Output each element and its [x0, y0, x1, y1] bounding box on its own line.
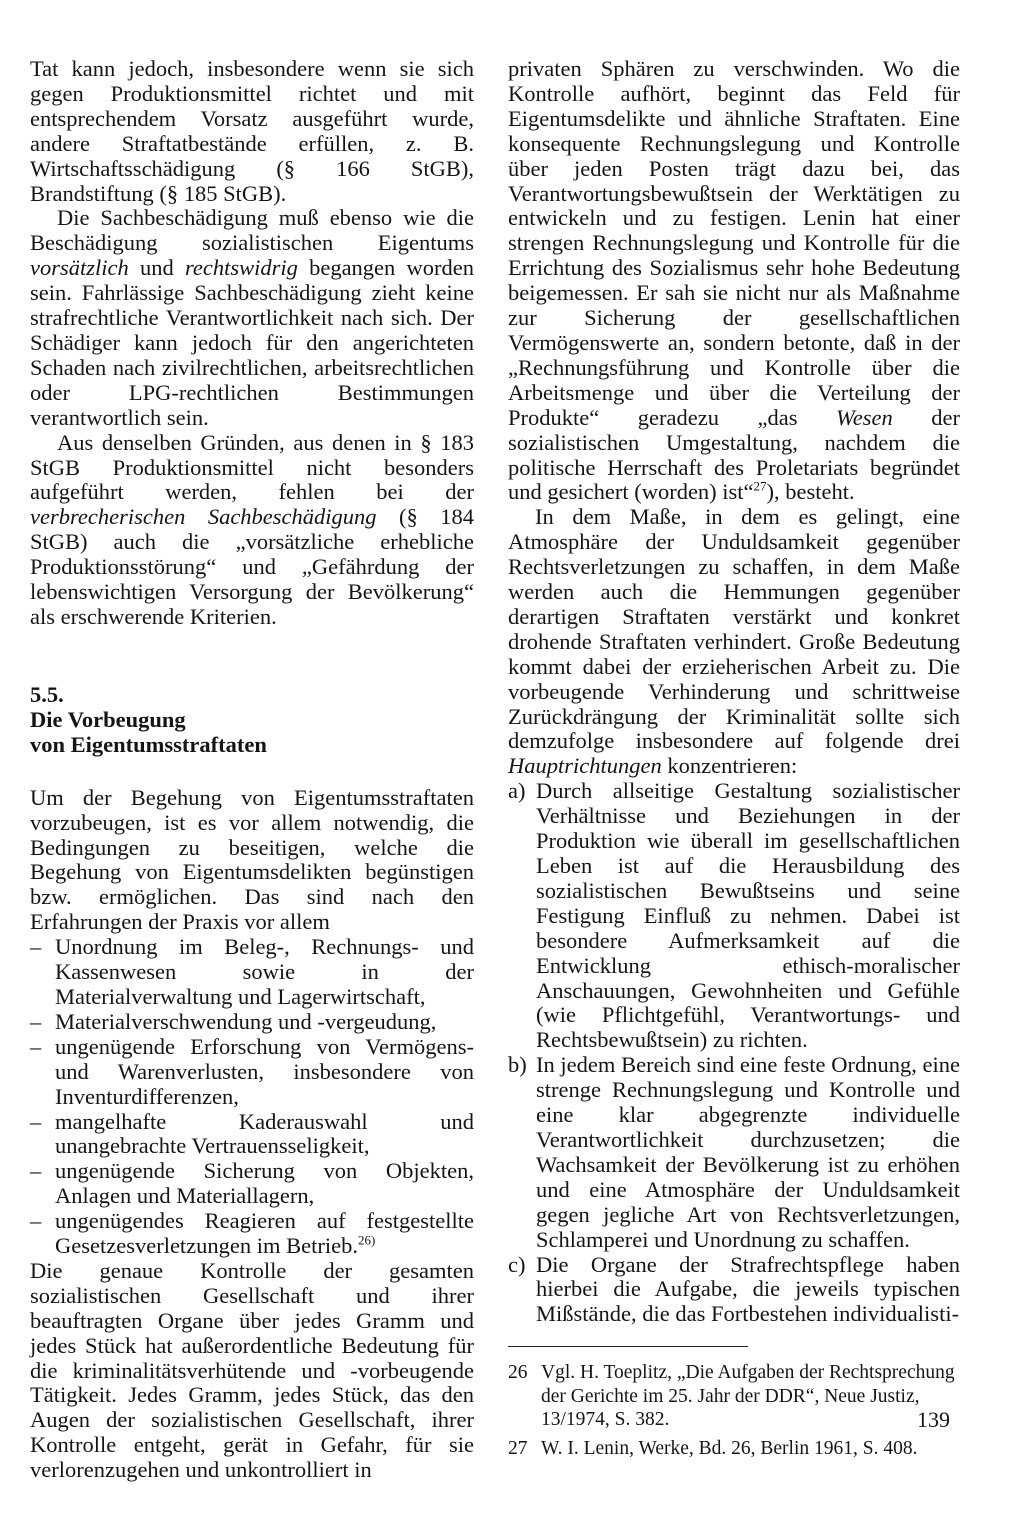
emphasis: verbrecherischen Sachbeschädigung	[30, 504, 377, 530]
list-item: – Unordnung im Beleg-, Rechnungs- und Kassenwesen sowie in der Materialverwaltung und Lagerwirtschaft,	[30, 935, 474, 1010]
list-item: a) Durch allseitige Gestaltung sozialistischer Verhältnisse und Beziehungen in der Produktion wie überall im gesellschaftlichen Leben ist auf die Herausbildung des sozialistischen Bewußtseins und seine Festigung Einfluß zu nehmen. Dabei ist besondere Aufmerksamkeit auf die Entwicklung ethisch-moralischer Anschauungen, Gewohnheiten und Gefühle (wie Pflichtgefühl, Verantwortungs- und Rechtsbewußtsein) zu richten.	[508, 778, 960, 1053]
footnote-ref: 27	[753, 478, 767, 494]
footnote: 27 W. I. Lenin, Werke, Bd. 26, Berlin 1961, S. 408.	[508, 1437, 918, 1459]
right-column	[508, 57, 960, 1465]
emphasis: Wesen	[836, 404, 893, 430]
paragraph: privaten Sphären zu verschwinden. Wo die Kontrolle aufhört, beginnt das Feld für Eigentumsdelikte und ähnliche Straftaten. Eine konsequente Rechnungslegung und Kontrolle über jeden Posten trägt dazu bei, das Verantwortungsbewußtsein der Werktätigen zu entwickeln und zu festigen. Lenin hat einer strengen Rechnungslegung und Kontrolle für die Errichtung des Sozialismus sehr hohe Bedeutung beigemessen. Er sah sie nicht nur als Maßnahme zur Sicherung der gesellschaftlichen Vermögenswerte an, sondern betonte, daß in der „Rechnungsführung und Kontrolle über die Arbeitsmenge und über die Verteilung der Produkte“ geradezu „das Wesen der sozialistischen Umgestaltung, nachdem die politische Herrschaft des Proletariats begründet und gesichert (worden) ist“$^{27}$), besteht.	[508, 56, 960, 505]
footnote-divider	[508, 1346, 748, 1347]
left-column	[30, 57, 474, 1483]
list-item: c) Die Organe der Strafrechtspflege haben hierbei die Aufgabe, die jeweils typischen Mißstände, die das Fortbestehen individualisti-	[508, 1251, 960, 1327]
list-item: – mangelhafte Kaderauswahl und unangebrachte Vertrauensseligkeit,	[30, 1110, 474, 1160]
list-marker: c)	[508, 1251, 526, 1277]
section-heading	[30, 682, 474, 758]
emphasis: vorsätzlich	[30, 255, 129, 281]
list-item: – Materialverschwendung und -vergeudung,	[30, 1010, 474, 1035]
paragraph: Aus denselben Gründen, aus denen in § 183 StGB Produktionsmittel nicht besonders aufgeführt werden, fehlen bei der verbrecherischen Sachbeschädigung (§ 184 StGB) auch die „vorsätzliche erhebliche Produktionsstörung“ und „Gefährdung der lebenswichtigen Versorgung der Bevölkerung“ als erschwerende Kriterien.	[30, 429, 474, 629]
list-item: – ungenügende Sicherung von Objekten, Anlagen und Materiallagern,	[30, 1159, 474, 1209]
footnote: 26 Vgl. H. Toeplitz, „Die Aufgaben der Rechtsprechung der Gerichte im 25. Jahr der DDR“, Neue Justiz, 13/1974, S. 382.	[508, 1362, 955, 1431]
section-number: 5.5.	[30, 681, 64, 707]
emphasis: rechtswidrig	[184, 255, 298, 281]
emphasis: Hauptrichtungen	[508, 753, 662, 779]
footnote-ref: 26)	[358, 1232, 376, 1248]
footnote-number: 27	[508, 1437, 528, 1459]
condition-list	[30, 935, 474, 1259]
paragraph: Die Sachbeschädigung muß ebenso wie die Beschädigung sozialistischen Eigentums vorsätzlich und rechtswidrig begangen worden sein. Fahrlässige Sachbeschädigung zieht keine strafrechtliche Verantwortlichkeit nach sich. Der Schädiger kann jedoch für den angerichteten Schaden nach zivilrechtlichen, arbeitsrechtlichen oder LPG-rechtlichen Bestimmungen verantwortlich sein.	[30, 205, 474, 430]
paragraph: Um der Begehung von Eigentumsstraftaten vorzubeugen, ist es vor allem notwendig, die Bedingungen zu beseitigen, welche die Begehung von Eigentumsdelikten begünstigen bzw. ermöglichen. Das sind nach den Erfahrungen der Praxis vor allem	[30, 784, 474, 935]
direction-list	[508, 779, 960, 1327]
page-number: 139	[917, 1407, 950, 1432]
list-item: b) In jedem Bereich sind eine feste Ordnung, eine strenge Rechnungslegung und Kontrolle und eine klar abgegrenzte individuelle Verantwortlichkeit durchzusetzen; die Wachsamkeit der Bevölkerung ist zu erhöhen und eine Atmosphäre der Unduldsamkeit gegen jegliche Art von Rechtsverletzungen, Schlamperei und Unordnung zu schaffen.	[508, 1052, 960, 1252]
paragraph: In dem Maße, in dem es gelingt, eine Atmosphäre der Unduldsamkeit gegenüber Rechtsverletzungen zu schaffen, in dem Maße werden auch die Hemmungen gegenüber derartigen Straftaten verstärkt und konkret drohende Straftaten verhindert. Große Bedeutung kommt dabei der erzieherischen Arbeit zu. Die vorbeugende Verhinderung und schrittweise Zurückdrängung der Kriminalität sollte sich demzufolge insbesondere auf folgende drei Hauptrichtungen konzentrieren:	[508, 504, 960, 779]
paragraph: Die genaue Kontrolle der gesamten sozialistischen Gesellschaft und ihrer beauftragten Organe über jedes Gramm und jedes Stück hat außerordentliche Bedeutung für die kriminalitätsverhütende und -vorbeugende Tätigkeit. Jedes Gramm, jedes Stück, das den Augen der sozialistischen Gesellschaft, ihrer Kontrolle entgeht, gerät in Gefahr, für sie verlorenzugehen und unkontrolliert in	[30, 1257, 474, 1483]
footnote-number: 26	[508, 1362, 528, 1384]
list-marker: b)	[508, 1052, 527, 1078]
list-item: – ungenügende Erforschung von Vermögens- und Warenverlusten, insbesondere von Inventurdifferenzen,	[30, 1035, 474, 1110]
list-item: – ungenügendes Reagieren auf festgestellte Gesetzesverletzungen im Betrieb.$^{26)}$	[30, 1209, 474, 1259]
paragraph: Tat kann jedoch, insbesondere wenn sie sich gegen Produktionsmittel richtet und mit entsprechendem Vorsatz ausgeführt wurde, andere Straftatbestände erfüllen, z. B. Wirtschaftsschädigung (§ 166 StGB), Brandstiftung (§ 185 StGB).	[30, 56, 474, 206]
list-marker: a)	[508, 778, 526, 804]
section-title-line: von Eigentumsstraftaten	[30, 732, 267, 758]
section-title-line: Die Vorbeugung	[30, 707, 186, 733]
